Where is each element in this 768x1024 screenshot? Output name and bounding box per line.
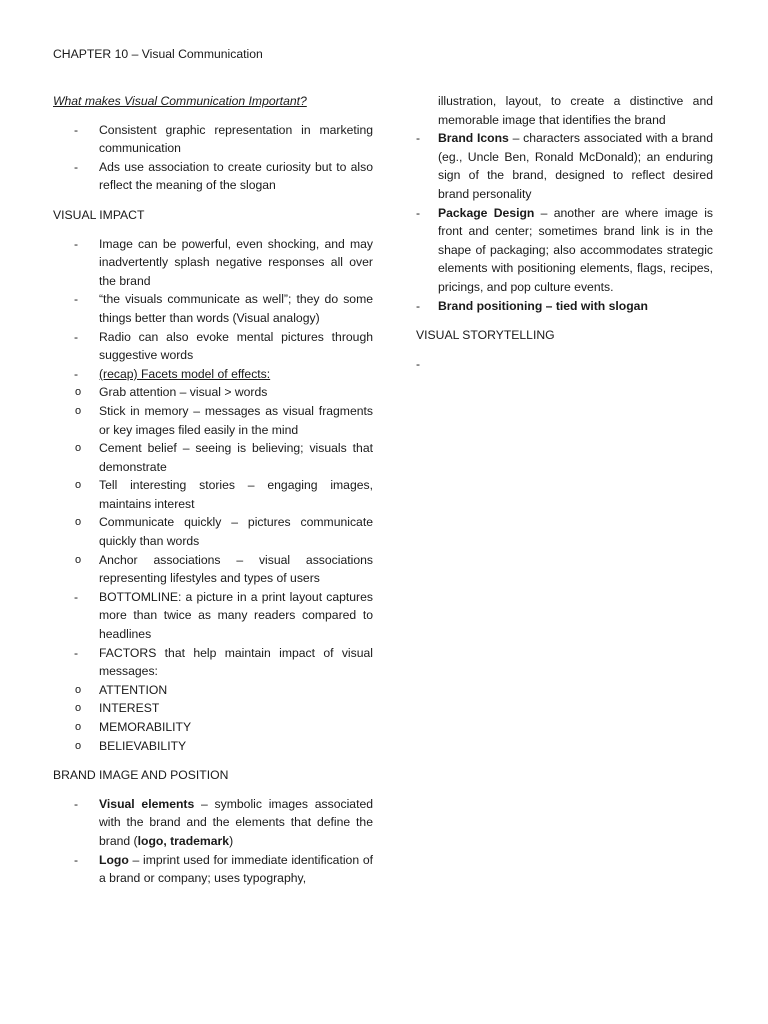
list-item: - “the visuals communicate as well”; they do some things better than words (Visual analogy) [74,292,373,325]
list-item [53,644,373,756]
circle-bullet: o [75,721,82,733]
circle-bullet: o [75,702,82,715]
dash-bullet: - [74,292,79,307]
brand-list-continued [395,129,713,315]
dash-bullet: - [416,205,421,220]
list-item: - Consistent graphic representation in marketing communication [74,122,373,156]
circle-bullet: o [75,739,82,752]
logo-continuation: illustration, layout, to create a distinctive and memorable image that identifies the brand [438,94,713,127]
dash-bullet: - [74,122,79,137]
dash-bullet: - [74,852,79,867]
sub-list-item: o MEMORABILITY [53,718,373,737]
facets-list [53,383,373,588]
dash-bullet: - [74,589,79,604]
sub-list-item: o Cement belief – seeing is believing; visuals that demonstrate [75,441,373,474]
circle-bullet: o [75,516,82,529]
dash-bullet: - [74,366,79,381]
intro-list [53,121,373,195]
factors-text: FACTORS that help maintain impact of visual messages: [99,645,373,679]
dash-bullet: - [416,298,421,313]
dash-bullet: - [74,236,79,251]
storytelling-heading: VISUAL STORYTELLING [416,328,555,343]
dash-bullet: - [74,329,79,344]
dash-bullet: - [74,645,79,660]
circle-bullet: o [75,479,82,492]
sub-list-item: o Stick in memory – messages as visual fragments or key images filed easily in the mind [75,403,373,437]
list-item: - Radio can also evoke mental pictures through suggestive words [74,329,373,363]
list-item: - Package Design – another are where image is front and center; sometimes brand link is in the shape of packaging; also accommodates strategic elements with positioning elements, flags, recipes, pricings, and pop culture events. [416,205,713,294]
dash-bullet: - [74,796,79,811]
left-column [53,92,373,888]
list-item [53,588,373,644]
dash-bullet: - [74,159,79,174]
visual-impact-heading: VISUAL IMPACT [53,207,145,222]
sub-list-item: o BELIEVABILITY [53,737,373,756]
list-item: - Logo – imprint used for immediate identification of a brand or company; uses typography, [74,852,373,886]
bottomline-text: BOTTOMLINE: a picture in a print layout captures more than twice as many readers compared to headlines [99,589,373,642]
sub-list-item: o ATTENTION [53,681,373,700]
intro-heading: What makes Visual Communication Important? [53,94,307,108]
list-item: - Brand positioning – tied with slogan [395,297,713,316]
sub-list-item: o Communicate quickly – pictures communicate quickly than words [75,515,373,549]
factors-list [53,681,373,755]
right-column [416,92,713,373]
circle-bullet: o [75,442,82,455]
list-item [53,365,373,588]
sub-list-item: o Anchor associations – visual associations representing lifestyles and types of users [75,552,373,586]
page-title: CHAPTER 10 – Visual Communication [53,47,263,61]
visual-impact-list [53,235,373,756]
list-item: - Ads use association to create curiosity but to also reflect the meaning of the slogan [74,159,373,193]
recap-label: (recap) Facets model of effects: [99,366,271,381]
list-item: - Image can be powerful, even shocking, and may inadvertently splash negative responses all over the brand [74,236,373,288]
circle-bullet: o [75,683,82,696]
list-item: - Visual elements – symbolic images associated with the brand and the elements that define the brand (logo, trademark) [74,796,374,848]
brand-list [53,795,373,888]
dash-bullet: - [416,131,421,146]
sub-list-item: o Grab attention – visual > words [53,383,373,402]
sub-list-item: o INTEREST [53,699,373,718]
circle-bullet: o [75,404,82,417]
sub-list-item: o Tell interesting stories – engaging images, maintains interest [75,478,373,511]
circle-bullet: o [75,553,82,566]
empty-dash-bullet: - [416,356,421,371]
circle-bullet: o [75,386,82,399]
list-item: - Brand Icons – characters associated with a brand (eg., Uncle Ben, Ronald McDonald); an enduring sign of the brand, designed to reflect desired brand personality [416,131,713,201]
brand-heading: BRAND IMAGE AND POSITION [53,768,229,783]
